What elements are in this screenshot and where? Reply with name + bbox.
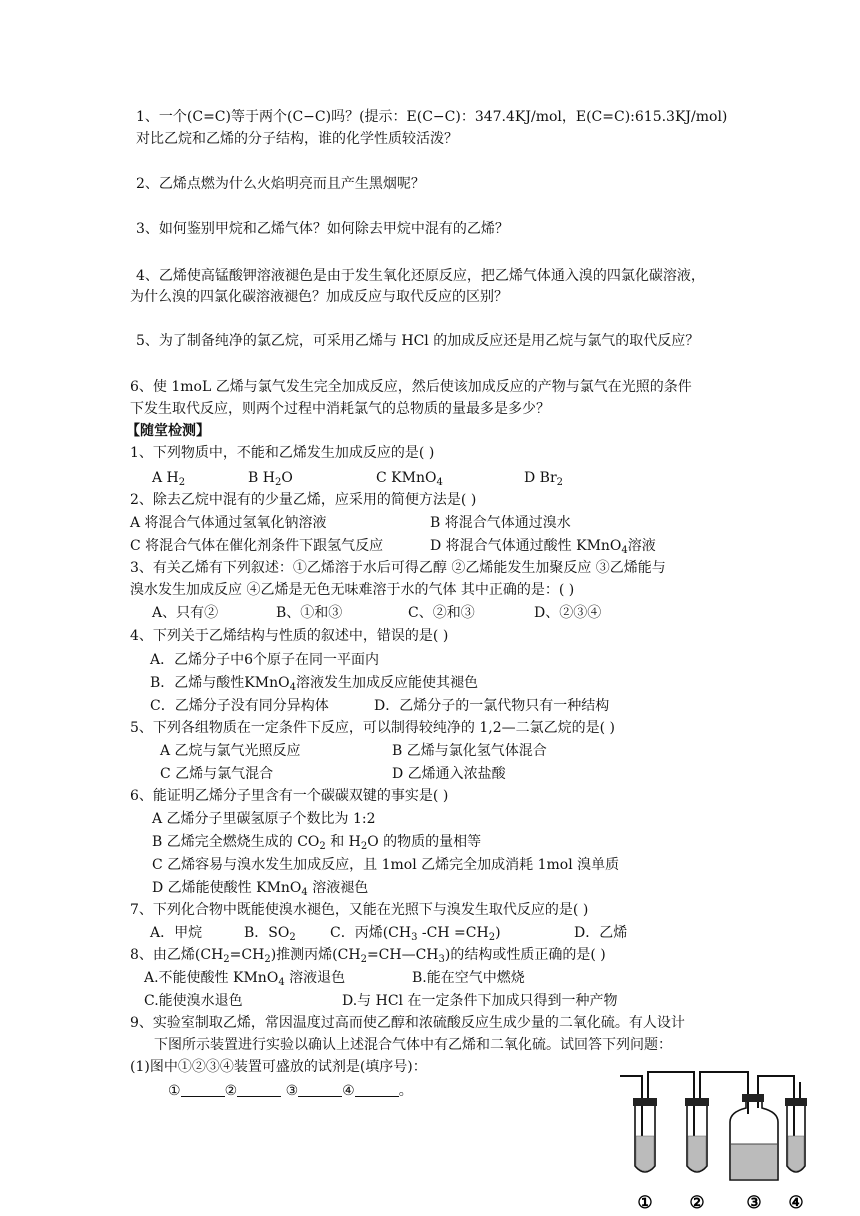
test-question-5: 5、下列各组物质在一定条件下反应，可以制得较纯净的 1,2—二氯乙烷的是( ) — [130, 720, 615, 736]
q3-option-a: A、只有② — [152, 605, 219, 621]
answer-blank-2[interactable] — [237, 1082, 281, 1097]
q8-option-b: B.能在空气中燃烧 — [412, 970, 525, 986]
test-tube-1 — [633, 1098, 657, 1172]
answer-blank-4[interactable] — [355, 1082, 399, 1097]
test-question-3-line-1: 3、有关乙烯有下列叙述：①乙烯溶于水后可得乙醇 ②乙烯能发生加聚反应 ③乙烯能与 — [130, 560, 666, 576]
answer-blank-1[interactable] — [181, 1082, 225, 1097]
test-tube-4 — [785, 1098, 807, 1172]
figure-label-1: ① — [637, 1193, 653, 1212]
q8-option-a: A.不能使酸性 KMnO$_4$ 溶液退色 — [144, 970, 346, 988]
test-question-1: 1、下列物质中，不能和乙烯发生加成反应的是( ) — [130, 445, 435, 461]
test-question-3-line-2: 溴水发生加成反应 ④乙烯是无色无味难溶于水的气体 其中正确的是：( ) — [130, 582, 575, 598]
q4-option-a: A．乙烯分子中6个原子在同一平面内 — [150, 652, 380, 668]
answer-blank-3[interactable] — [298, 1082, 342, 1097]
test-question-4: 4、下列关于乙烯结构与性质的叙述中，错误的是( ) — [130, 628, 449, 644]
q5-option-d: D 乙烯通入浓盐酸 — [392, 766, 506, 782]
figure-label-3: ③ — [746, 1193, 762, 1212]
q5-option-b: B 乙烯与氯化氢气体混合 — [392, 743, 547, 759]
question-1-line-1: 1、一个(C=C)等于两个(C−C)吗？(提示：E(C−C)：347.4KJ/mol，E(C=C):615.3KJ/mol) — [136, 109, 728, 125]
question-3: 3、如何鉴别甲烷和乙烯气体？如何除去甲烷中混有的乙烯？ — [136, 221, 509, 237]
q7-option-c: C．丙烯($CH_3$ $-CH =CH_2$) — [330, 925, 501, 943]
q1-option-d: D $Br_2$ — [524, 470, 564, 488]
q6-option-c: C 乙烯容易与溴水发生加成反应，且 1mol 乙烯完全加成消耗 1mol 溴单质 — [152, 857, 620, 873]
test-question-2: 2、除去乙烷中混有的少量乙烯，应采用的简便方法是( ) — [130, 492, 477, 508]
figure-label-2: ② — [689, 1193, 705, 1212]
q4-option-c: C．乙烯分子没有同分异构体 — [150, 698, 329, 714]
q6-option-a: A 乙烯分子里碳氢原子个数比为 1:2 — [152, 811, 376, 827]
q6-option-d: D 乙烯能使酸性 KMnO$_4$ 溶液褪色 — [152, 880, 369, 898]
q4-option-d: D．乙烯分子的一氯代物只有一种结构 — [374, 698, 610, 714]
q5-option-c: C 乙烯与氯气混合 — [160, 766, 274, 782]
q4-option-b: B．乙烯与酸性KMnO$_4$溶液发生加成反应能使其褪色 — [150, 675, 478, 693]
section-title: 【随堂检测】 — [126, 423, 210, 439]
question-6-line-1: 6、使 1moL 乙烯与氯气发生完全加成反应，然后使该加成反应的产物与氯气在光照的条件 — [130, 379, 692, 395]
q1-option-b: B $H_2O$ — [248, 470, 293, 488]
q3-option-c: C、②和③ — [408, 605, 475, 621]
q7-option-b: B．$SO_2$ — [244, 925, 296, 943]
q1-option-c: C KMnO$_4$ — [376, 470, 443, 488]
test-tube-2 — [685, 1098, 709, 1172]
q1-option-a: A $H_2$ — [152, 470, 186, 488]
q8-option-c: C.能使溴水退色 — [144, 993, 243, 1009]
test-question-9-part-1: (1)图中①②③④装置可盛放的试剂是(填序号)： — [130, 1059, 427, 1075]
q3-option-d: D、②③④ — [534, 605, 602, 621]
test-question-9-line-2: 下图所示装置进行实验以确认上述混合气体中有乙烯和二氧化硫。试回答下列问题： — [154, 1037, 672, 1053]
q2-option-c: C 将混合气体在催化剂条件下跟氢气反应 — [130, 538, 384, 554]
apparatus-diagram — [618, 1062, 808, 1212]
q8-option-d: D.与 HCl 在一定条件下加成只得到一种产物 — [342, 993, 618, 1009]
q9-answer-blanks: ① ② ③ ④ 。 — [168, 1083, 413, 1099]
figure-label-4: ④ — [788, 1193, 804, 1212]
question-5: 5、为了制备纯净的氯乙烷，可采用乙烯与 HCl 的加成反应还是用乙烷与氯气的取代反应？ — [136, 333, 700, 349]
question-6-line-2: 下发生取代反应，则两个过程中消耗氯气的总物质的量最多是多少？ — [130, 401, 550, 417]
wash-bottle-3 — [730, 1094, 778, 1180]
q2-option-d: D 将混合气体通过酸性 KMnO$_4$溶液 — [430, 538, 656, 556]
test-question-8: 8、由乙烯$(CH_2=CH_2)$推测丙烯$(CH_2=CH—CH_3)$的结构或性质正确的是( ) — [130, 947, 606, 965]
q2-option-a: A 将混合气体通过氢氧化钠溶液 — [130, 515, 327, 531]
test-question-9-line-1: 9、实验室制取乙烯，常因温度过高而使乙醇和浓硫酸反应生成少量的二氧化硫。有人设计 — [130, 1015, 685, 1031]
q5-option-a: A 乙烷与氯气光照反应 — [160, 743, 301, 759]
question-2: 2、乙烯点燃为什么火焰明亮而且产生黑烟呢？ — [136, 176, 425, 192]
q6-option-b: B 乙烯完全燃烧生成的 $CO_2$ 和 $H_2O$ 的物质的量相等 — [152, 834, 482, 852]
question-1-line-2: 对比乙烷和乙烯的分子结构，谁的化学性质较活泼？ — [136, 131, 458, 147]
q7-option-d: D．乙烯 — [574, 925, 628, 941]
q7-option-a: A．甲烷 — [150, 925, 203, 941]
question-4-line-2: 为什么溴的四氯化碳溶液褪色？加成反应与取代反应的区别？ — [130, 289, 508, 305]
test-question-7: 7、下列化合物中既能使溴水褪色，又能在光照下与溴发生取代反应的是( ) — [130, 902, 589, 918]
q2-option-b: B 将混合气体通过溴水 — [430, 515, 571, 531]
q3-option-b: B、①和③ — [276, 605, 343, 621]
test-question-6: 6、能证明乙烯分子里含有一个碳碳双键的事实是( ) — [130, 788, 449, 804]
question-4-line-1: 4、乙烯使高锰酸钾溶液褪色是由于发生氧化还原反应，把乙烯气体通入溴的四氯化碳溶液， — [136, 268, 705, 284]
